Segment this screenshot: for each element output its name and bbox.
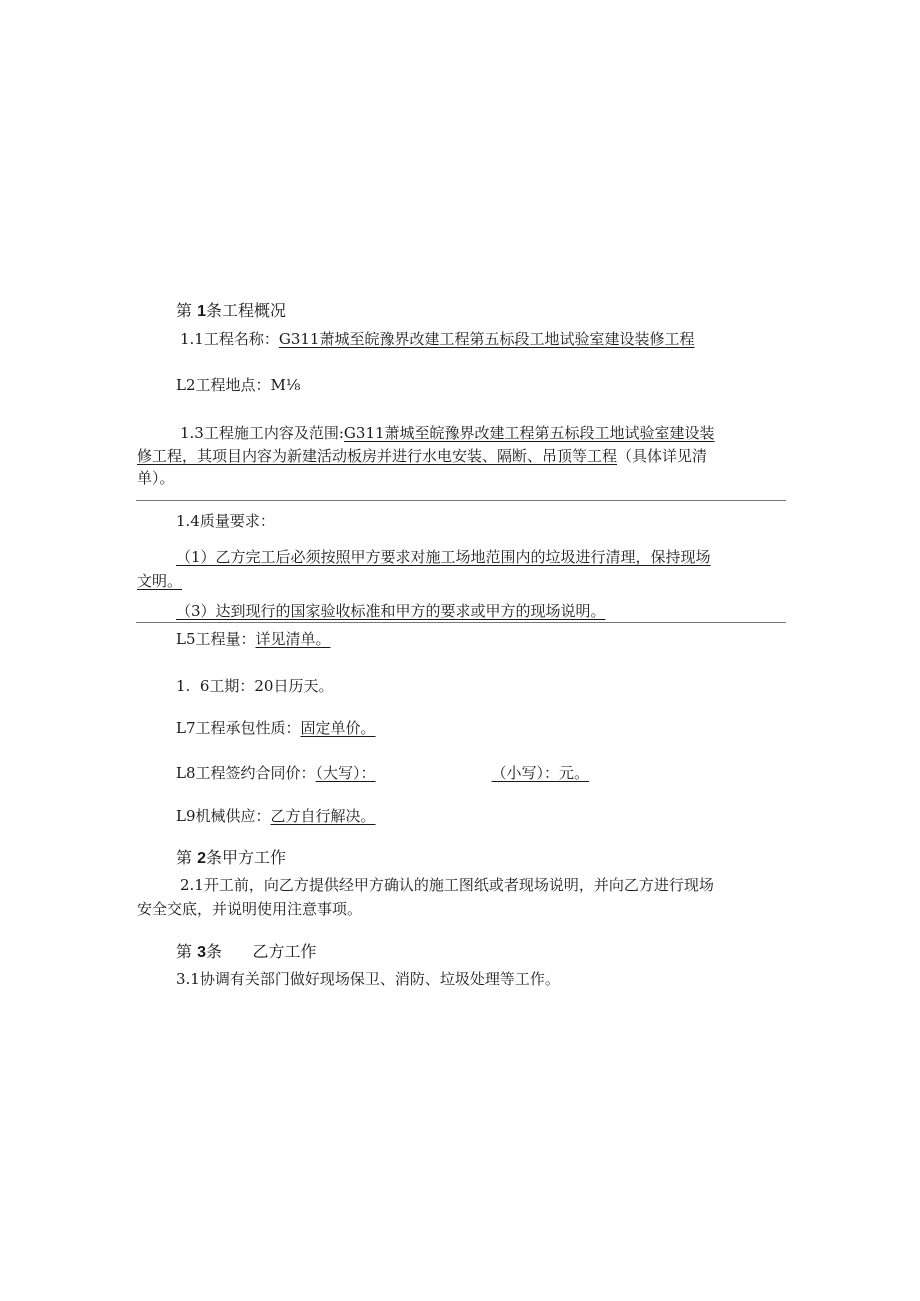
item-value: 固定单价。: [300, 719, 376, 737]
item-text: 2.1开工前，向乙方提供经甲方确认的施工图纸或者现场说明，并向乙方进行现场: [180, 876, 714, 894]
amount-uppercase: （大写）：: [315, 764, 376, 782]
item-tail: 单）。: [137, 469, 175, 487]
item-1-3-line-3: [137, 467, 175, 489]
item-text: 1. 6工期：20日历天。: [176, 677, 334, 695]
contract-price-value: [316, 764, 590, 782]
requirement-text: （3）达到现行的国家验收标准和甲方的要求或甲方的现场说明。: [176, 602, 606, 620]
item-label: L5工程量：: [176, 630, 256, 648]
requirement-text: （1）乙方完工后必须按照甲方要求对施工场地范围内的垃圾进行清理，保持现场: [176, 548, 711, 566]
heading-number: 2: [197, 850, 207, 867]
horizontal-rule: [136, 500, 786, 501]
item-1-3-line-2: [137, 445, 707, 467]
section-3-heading: [176, 941, 317, 964]
item-1-6: [176, 675, 333, 697]
horizontal-rule: [136, 622, 786, 623]
section-2-heading: [176, 847, 286, 870]
item-1-9: [176, 805, 376, 827]
item-label: 1.1工程名称：: [180, 330, 279, 348]
item-value: G311萧城至皖豫界改建工程第五标段工地试验室建设装修工程: [278, 330, 695, 348]
requirement-1-line-1: [176, 546, 711, 568]
requirement-3: [176, 600, 606, 622]
item-1-5: [176, 628, 331, 650]
item-label: L9机械供应：: [176, 807, 271, 825]
heading-prefix: 第: [176, 301, 193, 320]
item-value: M⅛: [270, 376, 301, 394]
item-value: 修工程，其项目内容为新建活动板房并进行水电安装、隔断、吊顶等工程: [137, 447, 618, 465]
heading-title: 条工程概况: [206, 301, 287, 320]
item-value: G311萧城至皖豫界改建工程第五标段工地试验室建设装: [343, 424, 715, 442]
heading-prefix: 第: [176, 848, 193, 867]
heading-prefix: 第: [176, 942, 193, 961]
item-1-1: [180, 328, 694, 350]
requirement-text: 文明。: [137, 572, 183, 590]
item-label: L2工程地点：: [176, 376, 271, 394]
item-label: 1.3工程施工内容及范围:: [180, 424, 344, 442]
item-1-8: [176, 762, 589, 784]
amount-lowercase: （小写）：元。: [491, 764, 590, 782]
item-text: 3.1协调有关部门做好现场保卫、消防、垃圾处理等工作。: [176, 970, 560, 988]
heading-number: 1: [197, 303, 207, 320]
item-1-2: [176, 374, 300, 396]
item-2-1-line-1: [180, 874, 714, 896]
item-label: 1.4质量要求：: [176, 512, 275, 530]
item-tail: （具体详见清: [617, 447, 708, 465]
heading-number: 3: [197, 944, 207, 961]
requirement-1-line-2: [137, 570, 182, 592]
item-1-4: [176, 510, 275, 532]
item-text: 安全交底，并说明使用注意事项。: [137, 900, 363, 918]
heading-title: 条 乙方工作: [206, 942, 317, 961]
item-2-1-line-2: [137, 898, 362, 920]
item-1-7: [176, 717, 376, 739]
item-1-3-line-1: [180, 422, 715, 444]
heading-title: 条甲方工作: [206, 848, 287, 867]
item-value: 乙方自行解决。: [270, 807, 376, 825]
item-3-1: [176, 968, 560, 990]
section-1-heading: [176, 300, 286, 323]
item-label: L7工程承包性质：: [176, 719, 301, 737]
item-value: 详见清单。: [255, 630, 331, 648]
item-label: L8工程签约合同价：: [176, 764, 316, 782]
